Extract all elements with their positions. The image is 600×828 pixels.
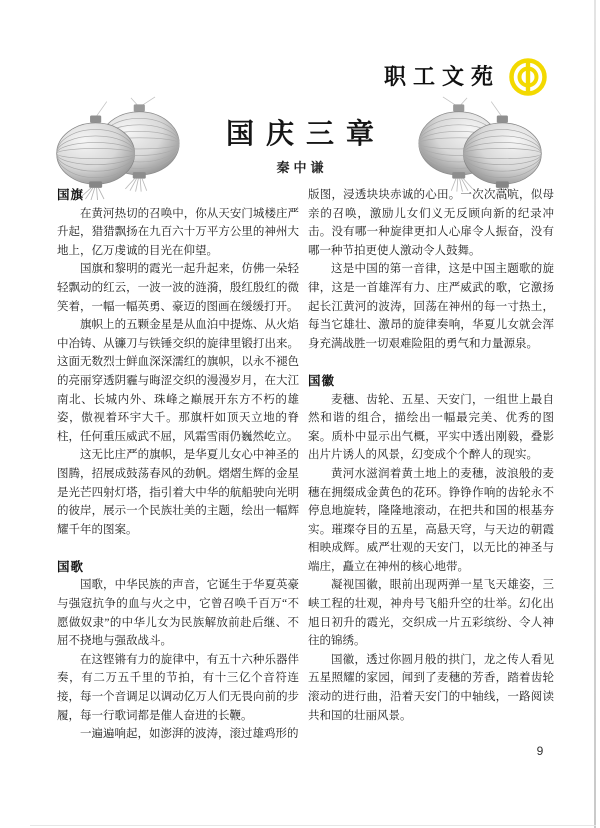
text-column-left (57, 186, 299, 744)
paragraph-continued: 版图，浸透块块赤诚的心田。一次次高吭，似母亲的召唤，激励儿女们义无反顾向新的纪录冲击。没有哪一种旋律更扣人心扉令人振奋，没有哪一种节拍更使人激动令人鼓舞。 (308, 189, 554, 257)
paragraph: 这无比庄严的旗帜，是华夏儿女心中神圣的图腾，招展成鼓荡春风的劲帆。熠熠生辉的金星是光芒四射灯塔，指引着大中华的航船驶向光明的彼岸，展示一个民族壮美的主题，绘出一幅辉耀千年的图案。 (57, 449, 299, 536)
paragraph: 这是中国的第一音律，这是中国主题歌的旋律，这是一首雄浑有力、庄严威武的歌，它激扬起长江黄河的波涛，回荡在神州的每一寸热土，每当它雄壮、激昂的旋律奏响，华夏儿女就会浑身充满战胜一切艰难险阻的勇气和力量源泉。 (308, 263, 554, 350)
scan-edge (30, 825, 596, 826)
trade-union-emblem-icon (508, 57, 548, 97)
section-heading-anthem: 国歌 (57, 559, 85, 574)
section-label: 职工文苑 (383, 64, 500, 89)
paragraph: 国歌，中华民族的声音，它诞生于华夏英豪与强寇抗争的血与火之中，它曾召唤千百万“不愿做奴隶”的中华儿女为民族解放前赴后继、不屈不挠地与强敌战斗。 (57, 579, 299, 648)
paragraph: 黄河水滋润着黄土地上的麦穗，波浪般的麦穗在拥缀成金黄色的花环。铮铮作响的齿轮永不停息地旋转，隆隆地滚动，在把共和国的根基夯实。璀璨夺目的五星，高悬天穹，与天边的朝霞相映成辉。威严壮观的天安门，以无比的神圣与端庄，矗立在神州的核心地带。 (308, 467, 554, 573)
paragraph: 一遍遍响起，如澎湃的波涛，滚过雄鸡形的 (80, 728, 299, 741)
article-title: 国庆三章 (225, 119, 386, 150)
section-heading-emblem: 国徽 (308, 373, 336, 388)
paragraph: 凝视国徽，眼前出现两弹一星飞天雄姿，三峡工程的壮观，神舟号飞船升空的壮举。幻化出旭日初升的霞光，交织成一片五彩缤纷、令人神往的锦绣。 (308, 579, 554, 648)
paragraph: 旗帜上的五颗金星是从血泊中提炼、从火焰中冶铸、从镰刀与铁锤交织的旋律里锻打出来。这面无数烈士鲜血深深濡红的旗帜，以永不褪色的亮丽穿透阴霾与晦涩交织的漫漫岁月，在大江南北、长城内外、珠峰之巅展开东方不朽的雄姿，傲视着环宇大千。那旗杆如顶天立地的脊柱，任何重压威武不屈，风霜雪雨仍巍然屹立。 (57, 319, 299, 443)
paragraph: 麦穗、齿轮、五星、天安门，一组世上最自然和谐的组合，描绘出一幅最完美、优秀的图案。质朴中显示出气概，平实中透出刚毅，叠影出片片诱人的风景，幻变成个个醉人的现实。 (308, 393, 554, 462)
paragraph: 在黄河热切的召唤中，你从天安门城楼庄严升起，猎猎飘扬在九百六十万平方公里的神州大地上，亿万虔诚的目光在仰望。 (57, 207, 299, 257)
text-column-right (308, 186, 554, 725)
page-number: 9 (536, 744, 544, 758)
paragraph: 在这铿锵有力的旋律中，有五十六种乐器伴奏，有二万五千里的节拍，有十三亿个音符连接，每一个音调足以调动亿万人们无畏向前的步履，每一行歌词都是催人奋进的长鞭。 (57, 653, 299, 722)
article-author: 秦中谦 (276, 160, 328, 175)
section-heading-flag: 国旗 (57, 188, 85, 202)
page-header (384, 57, 548, 97)
paragraph: 国徽，透过你圆月般的拱门，龙之传人看见五星照耀的家园，闻到了麦穗的芳香，踏着齿轮滚动的进行曲，沿着天安门的中轴线，一路阅读共和国的壮丽风景。 (308, 653, 554, 722)
paragraph: 国旗和黎明的霞光一起升起来，仿佛一朵轻轻飘动的红云，一波一波的涟漪，殷红殷红的微笑着，一幅一幅英勇、豪迈的图画在缓缓打开。 (57, 263, 299, 313)
